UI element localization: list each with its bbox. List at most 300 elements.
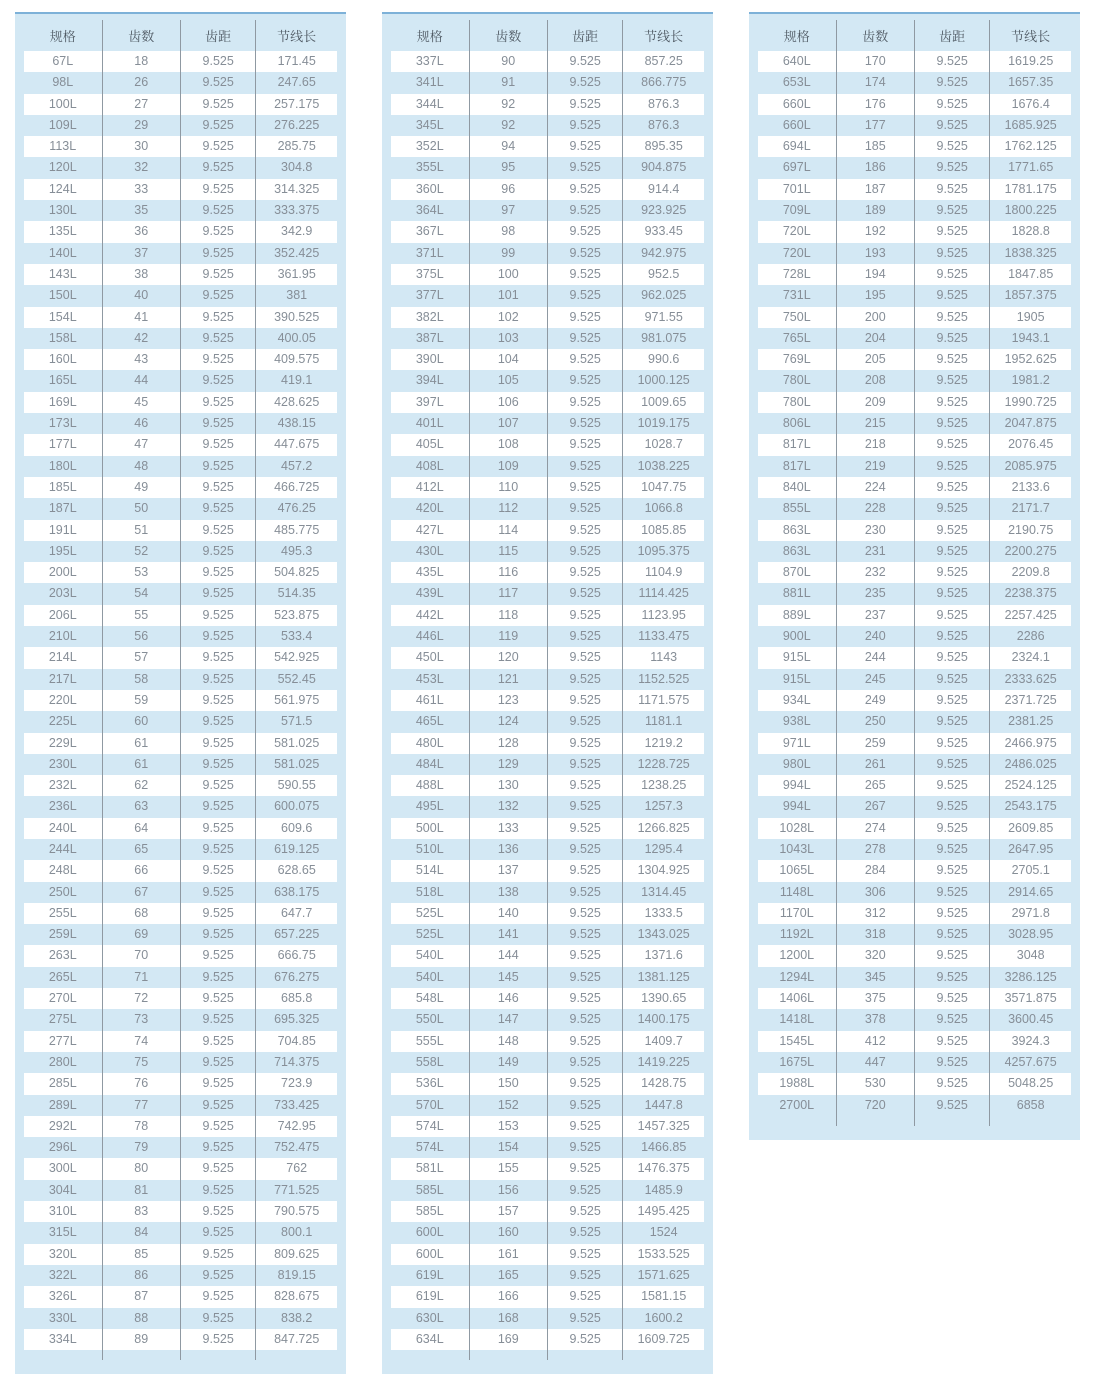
spec-cell: 438.15 [277,416,316,431]
spec-cell: 1400.175 [637,1012,690,1027]
spec-cell: 219 [836,456,915,477]
spec-cell: 9.525 [181,1009,256,1030]
spec-cell: 523.875 [256,605,337,626]
spec-cell: 244L [24,839,102,860]
spec-cell: 9.525 [548,839,623,860]
spec-cell: 733.425 [274,1097,320,1112]
spec-cell: 9.525 [915,157,990,178]
spec-cell: 165 [469,1265,548,1286]
spec-cell: 9.525 [915,392,990,413]
spec-cell: 9.525 [915,967,990,988]
spec-cell: 284 [836,860,915,881]
spec-cell: 96 [469,179,548,200]
spacer-cell [469,1350,548,1360]
table-row [24,1009,337,1030]
spec-cell: 80 [102,1158,181,1179]
spec-cell: 881L [758,583,836,604]
spec-cell: 660L [758,94,836,115]
spec-cell: 933.45 [623,221,704,242]
spec-cell: 9.525 [548,626,623,647]
spec-cell: 2381.25 [1008,714,1054,729]
table-row [758,967,1071,988]
spec-cell: 914.4 [623,179,704,200]
table-row [758,605,1071,626]
spec-cell: 9.525 [548,285,623,306]
spec-cell: 88 [102,1308,181,1329]
spec-cell: 9.525 [548,988,623,1009]
spec-cell: 500L [391,818,469,839]
spec-cell: 9.525 [915,264,990,285]
table-row [391,541,704,562]
spec-cell: 153 [469,1116,548,1137]
spec-cell: 9.525 [915,924,990,945]
spec-cell: 149 [469,1052,548,1073]
spec-cell: 3571.875 [990,988,1071,1009]
spec-cell: 2324.1 [990,647,1071,668]
spec-cell: 847.725 [256,1329,337,1350]
spec-cell: 66 [102,860,181,881]
table-row [24,434,337,455]
spec-cell: 371L [391,243,469,264]
spec-cell: 750L [758,307,836,328]
table-row [24,1095,337,1116]
spec-cell: 9.525 [915,285,990,306]
spec-cell: 155 [469,1158,548,1179]
spec-cell: 314.325 [256,179,337,200]
spec-cell: 981.075 [641,330,687,345]
spec-cell: 9.525 [548,796,623,817]
spec-cell: 397L [391,392,469,413]
spec-cell: 9.525 [548,179,623,200]
table-row [391,243,704,264]
table-row [758,498,1071,519]
spec-cell: 1266.825 [623,818,704,839]
spec-cell: 9.525 [548,690,623,711]
spec-cell: 140 [469,903,548,924]
spec-cell: 342.9 [256,221,337,242]
spec-cell: 320L [24,1244,102,1265]
spec-cell: 9.525 [181,477,256,498]
spec-cell: 889L [758,605,836,626]
table-row [24,136,337,157]
spec-cell: 67L [24,51,102,72]
spec-cell: 1838.325 [1004,245,1057,260]
spec-cell: 59 [102,690,181,711]
spec-cell: 685.8 [256,988,337,1009]
spec-cell: 1762.125 [990,136,1071,157]
spec-cell: 255L [24,903,102,924]
spec-cell: 375L [391,264,469,285]
spec-cell: 81 [102,1180,181,1201]
spec-cell: 189 [836,200,915,221]
table-row [391,94,704,115]
table-row [391,221,704,242]
spec-cell: 9.525 [548,1073,623,1094]
spec-cell: 1495.425 [623,1201,704,1222]
spec-cell: 364L [391,200,469,221]
table-row [24,157,337,178]
table-row [391,1286,704,1307]
spec-cell: 694L [758,136,836,157]
spec-cell: 857.25 [623,51,704,72]
spec-cell: 400.05 [277,330,316,345]
spec-cell: 904.875 [641,160,687,175]
spec-cell: 57 [102,647,181,668]
spec-cell: 58 [102,669,181,690]
spec-cell: 9.525 [548,72,623,93]
spec-cell: 600L [391,1244,469,1265]
spec-cell: 542.925 [256,647,337,668]
spec-cell: 9.525 [181,1052,256,1073]
table-row [391,115,704,136]
spec-cell: 628.65 [256,860,337,881]
spec-cell: 420L [391,498,469,519]
spec-cell: 137 [469,860,548,881]
table-row [758,328,1071,349]
table-row [24,924,337,945]
spec-cell: 1148L [758,882,836,903]
spec-cell: 870L [758,562,836,583]
spec-cell: 9.525 [181,1116,256,1137]
spec-cell: 230 [836,520,915,541]
spec-cell: 581.025 [274,756,320,771]
spec-cell: 49 [102,477,181,498]
table-row [24,903,337,924]
spec-cell: 728L [758,264,836,285]
spec-cell: 1314.45 [641,884,687,899]
spec-cell: 9.525 [915,583,990,604]
table-row [24,860,337,881]
spec-cell: 2543.175 [1004,799,1057,814]
table-body [758,51,1071,1126]
table-row [391,775,704,796]
spec-cell: 105 [469,370,548,391]
spec-cell: 9.525 [548,349,623,370]
spec-cell: 1600.2 [644,1310,683,1325]
table-row [24,626,337,647]
spec-cell: 352.425 [274,245,320,260]
table-row [758,243,1071,264]
spec-cell: 85 [102,1244,181,1265]
spec-cell: 9.525 [915,1073,990,1094]
spec-cell: 405L [391,434,469,455]
spec-cell: 259L [24,924,102,945]
spec-cell: 41 [102,307,181,328]
column-header: 齿数 [836,20,915,51]
spec-cell: 2333.625 [1004,671,1057,686]
spec-cell: 504.825 [256,562,337,583]
spec-cell: 1192L [758,924,836,945]
table-row [391,903,704,924]
spec-cell: 480L [391,733,469,754]
spec-cell: 177L [24,434,102,455]
spec-cell: 337L [391,51,469,72]
spec-cell: 9.525 [181,434,256,455]
table-row [24,1222,337,1243]
spec-cell: 533.4 [281,629,313,644]
spec-cell: 2209.8 [990,562,1071,583]
spec-cell: 9.525 [181,796,256,817]
spec-cell: 132 [469,796,548,817]
spec-cell: 1657.35 [1008,75,1054,90]
spec-cell: 150 [469,1073,548,1094]
belt-spec-panel-1 [15,12,346,1374]
spec-cell: 146 [469,988,548,1009]
spec-cell: 9.525 [548,1244,623,1265]
table-row [391,520,704,541]
spec-cell: 1533.525 [623,1244,704,1265]
spec-cell: 43 [102,349,181,370]
spec-cell: 9.525 [548,1116,623,1137]
table-row [391,1073,704,1094]
table-row [391,72,704,93]
spec-cell: 1905 [990,307,1071,328]
spec-cell: 352L [391,136,469,157]
spec-cell: 310L [24,1201,102,1222]
spec-cell: 9.525 [181,669,256,690]
spec-cell: 9.525 [181,839,256,860]
spec-cell: 895.35 [623,136,704,157]
spec-cell: 117 [469,583,548,604]
table-bottom-spacer [24,1350,337,1360]
spec-cell: 660L [758,115,836,136]
spec-cell: 9.525 [181,51,256,72]
spec-cell: 971.55 [623,307,704,328]
spec-cell: 52 [102,541,181,562]
spec-cell: 2466.975 [990,733,1071,754]
spec-cell: 102 [469,307,548,328]
table-row [391,1222,704,1243]
spec-cell: 9.525 [181,775,256,796]
spec-cell: 276.225 [274,117,320,132]
spec-cell: 9.525 [915,243,990,264]
spec-cell: 345 [836,967,915,988]
spec-cell: 9.525 [548,945,623,966]
table-row [758,307,1071,328]
spec-cell: 619.125 [274,841,320,856]
spec-cell: 154L [24,307,102,328]
spec-cell: 9.525 [915,520,990,541]
spec-cell: 9.525 [915,754,990,775]
spec-cell: 9.525 [548,370,623,391]
spec-cell: 9.525 [181,711,256,732]
spec-cell: 9.525 [181,967,256,988]
spacer-cell [915,1116,990,1126]
spec-cell: 934L [758,690,836,711]
spec-cell: 158L [24,328,102,349]
spec-cell: 408L [391,456,469,477]
spec-cell: 1028.7 [623,434,704,455]
table-row [24,967,337,988]
column-header: 节线长 [277,29,317,44]
spec-cell: 123 [469,690,548,711]
spec-cell: 994L [758,796,836,817]
spec-cell: 194 [836,264,915,285]
spec-cell: 218 [836,434,915,455]
table-row [24,94,337,115]
spec-cell: 50 [102,498,181,519]
spec-cell: 209 [836,392,915,413]
spec-cell: 143L [24,264,102,285]
spec-cell: 169L [24,392,102,413]
spec-cell: 765L [758,328,836,349]
spec-cell: 240L [24,818,102,839]
spec-cell: 173L [24,413,102,434]
spacer-cell [256,1350,337,1360]
spacer-cell [548,1350,623,1360]
table-row [24,988,337,1009]
spec-cell: 237 [836,605,915,626]
spec-cell: 9.525 [181,988,256,1009]
spec-cell: 585L [391,1180,469,1201]
table-row [758,285,1071,306]
table-row [758,1073,1071,1094]
table-row [24,370,337,391]
spec-cell: 609.6 [256,818,337,839]
spec-cell: 574L [391,1137,469,1158]
spec-cell: 334L [24,1329,102,1350]
spec-cell: 484L [391,754,469,775]
spec-cell: 69 [102,924,181,945]
spec-cell: 9.525 [548,967,623,988]
spec-cell: 98L [24,72,102,93]
spec-cell: 536L [391,1073,469,1094]
table-row [391,456,704,477]
table-row [758,541,1071,562]
spec-cell: 83 [102,1201,181,1222]
spec-cell: 9.525 [181,1244,256,1265]
spec-cell: 634L [391,1329,469,1350]
spec-cell: 138 [469,882,548,903]
spec-cell: 1152.525 [638,671,690,686]
spec-cell: 225L [24,711,102,732]
spec-cell: 2971.8 [990,903,1071,924]
spec-cell: 86 [102,1265,181,1286]
spec-cell: 215 [836,413,915,434]
spec-cell: 9.525 [915,370,990,391]
spec-cell: 915L [758,647,836,668]
spec-cell: 1409.7 [623,1031,704,1052]
spec-cell: 375 [836,988,915,1009]
column-header: 规格 [391,20,469,51]
spec-cell: 9.525 [548,647,623,668]
spec-cell: 124 [469,711,548,732]
table-row [24,264,337,285]
table-header-row [391,20,704,51]
spec-cell: 1545L [758,1031,836,1052]
spec-cell: 780L [758,370,836,391]
spec-cell: 135L [24,221,102,242]
table-row [391,370,704,391]
spec-cell: 168 [469,1308,548,1329]
spec-cell: 75 [102,1052,181,1073]
spec-cell: 780L [758,392,836,413]
spec-cell: 2647.95 [1008,841,1054,856]
spec-cell: 9.525 [548,1052,623,1073]
spec-cell: 9.525 [915,541,990,562]
table-row [24,285,337,306]
spec-cell: 261 [836,754,915,775]
table-row [391,626,704,647]
spec-cell: 56 [102,626,181,647]
spec-cell: 315L [24,1222,102,1243]
table-row [758,136,1071,157]
spacer-cell [102,1350,181,1360]
spec-cell: 9.525 [181,72,256,93]
spec-cell: 9.525 [548,711,623,732]
spec-cell: 259 [836,733,915,754]
spec-cell: 840L [758,477,836,498]
spec-cell: 9.525 [181,1265,256,1286]
spec-cell: 9.525 [181,733,256,754]
spec-cell: 378 [836,1009,915,1030]
spec-cell: 1333.5 [623,903,704,924]
column-header: 齿距 [548,20,623,51]
spec-cell: 9.525 [548,562,623,583]
table-row [758,818,1071,839]
spec-cell: 514.35 [277,586,316,601]
spec-cell: 990.6 [623,349,704,370]
table-row [391,1095,704,1116]
spec-cell: 360L [391,179,469,200]
spec-cell: 9.525 [181,349,256,370]
spec-cell: 630L [391,1308,469,1329]
spec-cell: 174 [836,72,915,93]
spec-cell: 46 [102,413,181,434]
spec-cell: 9.525 [181,179,256,200]
spec-cell: 9.525 [548,51,623,72]
spec-cell: 9.525 [181,924,256,945]
spec-cell: 65 [102,839,181,860]
table-row [758,413,1071,434]
spec-cell: 180L [24,456,102,477]
spec-cell: 1675L [758,1052,836,1073]
table-row [391,1329,704,1350]
spec-cell: 9.525 [181,647,256,668]
spec-cell: 381 [286,288,308,303]
spec-cell: 9.525 [915,498,990,519]
spec-cell: 195L [24,541,102,562]
spec-cell: 771.525 [274,1182,320,1197]
spec-cell: 9.525 [915,988,990,1009]
spec-cell: 714.375 [274,1054,320,1069]
spec-cell: 1181.1 [645,714,683,729]
table-row [758,1052,1071,1073]
spec-cell: 704.85 [256,1031,337,1052]
table-row [758,690,1071,711]
table-row [24,945,337,966]
spec-cell: 9.525 [915,860,990,881]
spec-cell: 450L [391,647,469,668]
table-row [24,541,337,562]
spec-cell: 1847.85 [990,264,1071,285]
table-row [758,477,1071,498]
table-bottom-spacer [391,1350,704,1360]
spec-cell: 3048 [990,945,1071,966]
spec-cell: 92 [469,94,548,115]
spec-cell: 54 [102,583,181,604]
spec-cell: 9.525 [181,221,256,242]
spec-cell: 709L [758,200,836,221]
spec-cell: 9.525 [181,115,256,136]
table-row [391,967,704,988]
table-row [391,477,704,498]
table-row [24,179,337,200]
spec-cell: 9.525 [548,860,623,881]
spec-cell: 154 [469,1137,548,1158]
spec-cell: 518L [391,882,469,903]
table-row [24,839,337,860]
